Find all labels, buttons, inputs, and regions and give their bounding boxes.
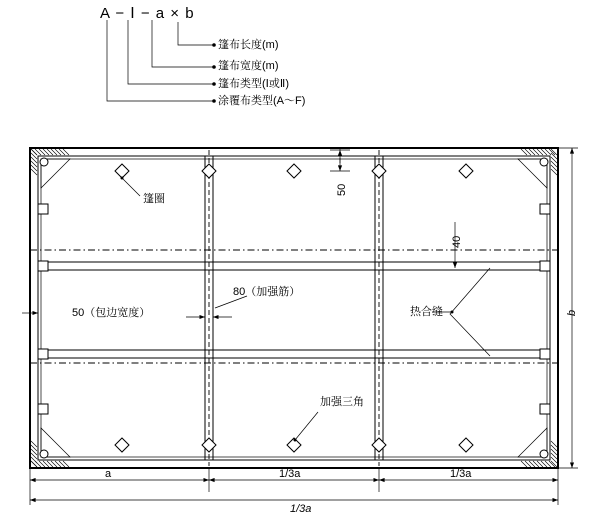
- code-leader-lines: [107, 20, 216, 103]
- dim-label-third-3: 1/3a: [450, 468, 472, 480]
- heat-seam-lines: [450, 268, 490, 356]
- dim-label-50-top: 50: [336, 183, 348, 196]
- leader-reinforce-triangle: [294, 412, 319, 442]
- dim-80-rib: [186, 296, 247, 326]
- dim-b-vertical: [558, 148, 578, 468]
- dim-label-40: 40: [451, 235, 463, 248]
- annotation-rope-loop: 篷圈: [143, 193, 165, 205]
- annotation-reinforce-triangle: 加强三角: [320, 396, 364, 408]
- annotation-rib-width: 80（加强筋）: [233, 286, 301, 298]
- dim-label-a: 1/3a: [290, 503, 312, 515]
- legend-label-length: 篷布长度(m): [218, 39, 279, 51]
- legend-label-coating: 涂覆布类型(A～F): [218, 95, 306, 107]
- annotation-edge-width: 50（包边宽度）: [72, 307, 151, 319]
- dim-label-third-1: a: [105, 468, 112, 480]
- dim-label-third-2: 1/3a: [279, 468, 301, 480]
- dim-edge-width: [22, 305, 38, 322]
- vertical-ribs: [205, 150, 383, 466]
- legend-label-width: 篷布宽度(m): [218, 60, 279, 72]
- dim-50-vertical: [330, 148, 350, 171]
- dim-label-b: b: [566, 309, 578, 316]
- product-code-title: A − Ⅰ − a × b: [100, 5, 195, 22]
- annotation-heat-seam: 热合缝: [410, 306, 443, 318]
- leader-rope-loop: [121, 177, 141, 197]
- legend-label-type: 篷布类型(Ⅰ或Ⅱ): [218, 78, 289, 90]
